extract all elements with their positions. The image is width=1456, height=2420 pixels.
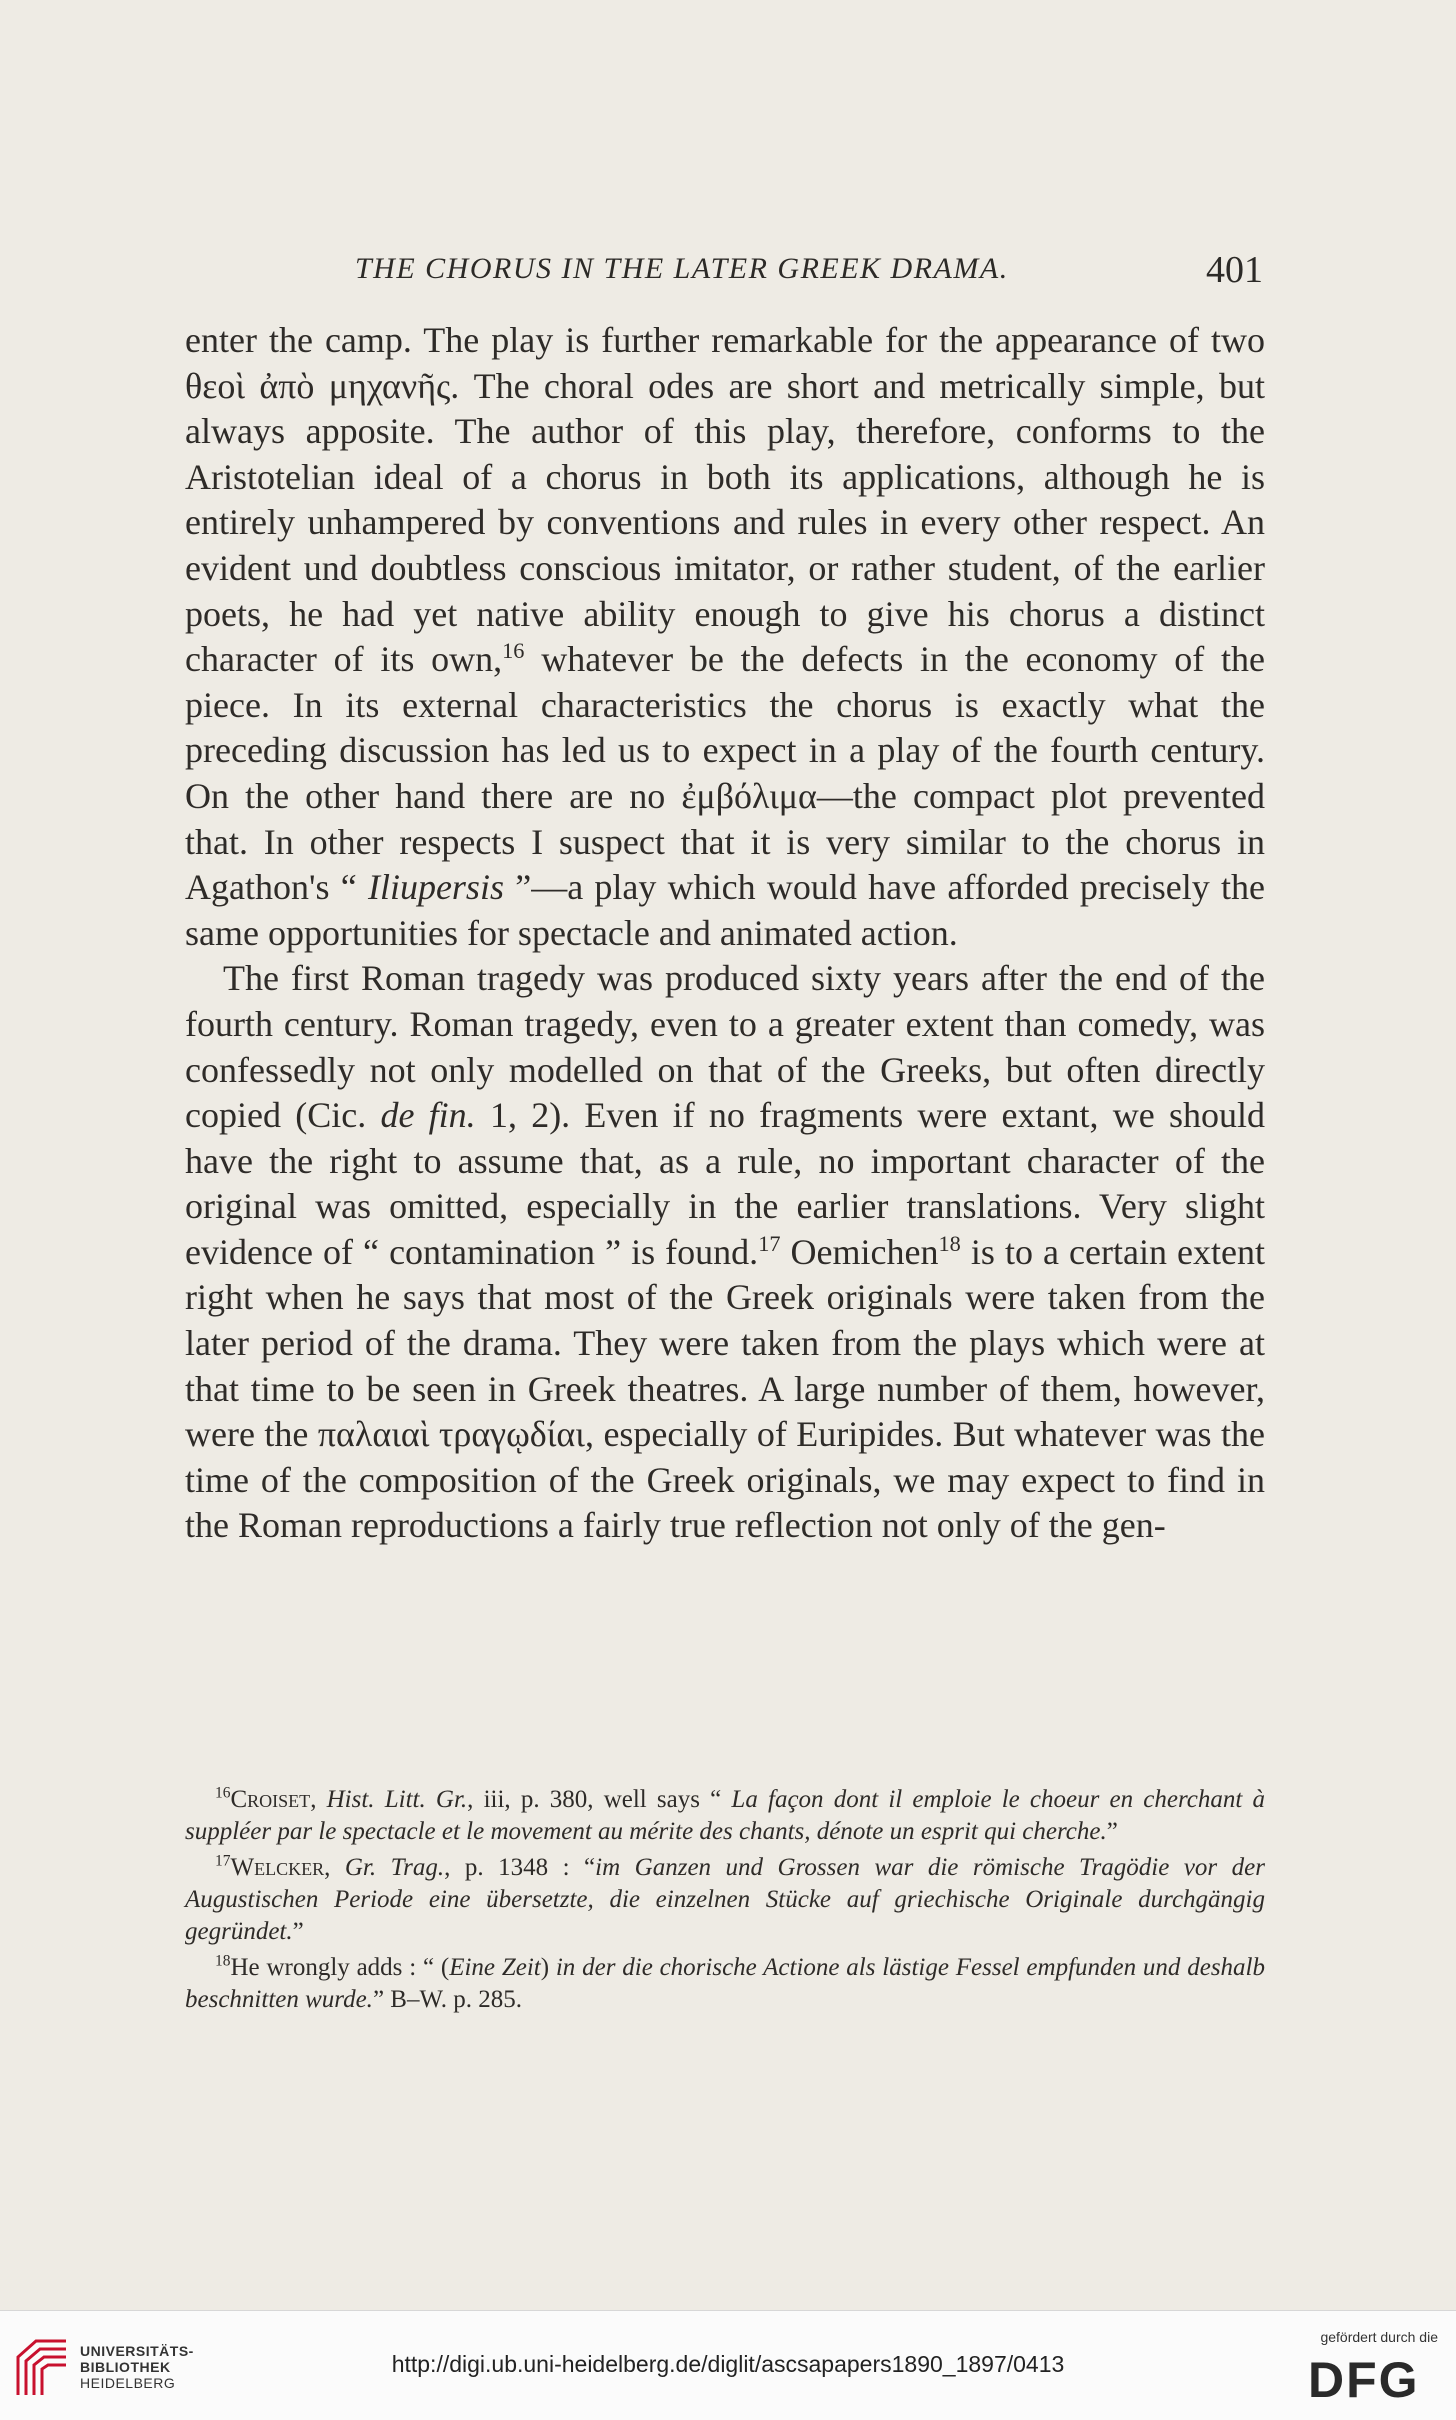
citation-title: de fin. [380,1095,476,1136]
footnote-number: 16 [215,1784,231,1802]
paragraph-2 [185,956,1265,1549]
footnote-text: , iii, p. 380, well says “ [467,1786,732,1813]
footnote-text: He wrongly adds : “ ( [230,1954,450,1981]
footnote-quote: Eine Zeit [449,1954,541,1981]
text-run: is to a certain extent right when he says that most of the Greek originals were taken from the later period of the drama. They were taken from the plays which were at that time to be seen in Greek theatres. A large number of them, however, were the [185,1231,1265,1455]
funded-by-text: gefördert durch die [1320,2329,1438,2345]
footnote-ref-17[interactable]: 17 [758,1230,781,1256]
text-run: whatever be the defects in the economy of the piece. In its external characteristics the chorus is exactly what the preceding discussion has led us to expect in a play of the fourth century. On the other hand there are no [185,639,1265,816]
library-name-line: HEIDELBERG [80,2375,176,2391]
text-run: 1, 2). Even if no fragments were extant, we should have the right to assume that, as a rule, no important character of the original was omitted, especially in the earlier translations. Very slight evidence of “ contamination ” is found. [185,1095,1265,1272]
footnote-author: Welcker [230,1854,325,1881]
footnote-text: ” [1106,1818,1118,1845]
library-name-line: BIBLIOTHEK [80,2359,171,2375]
body-text [185,318,1265,1549]
footnote-quote: im Ganzen und Grossen war die römische Tragödie vor der Augustischen Periode eine übersetzte, die einzelnen Stücke auf griechische Originale durchgängig gegründet. [185,1854,1265,1945]
footnote-text: ” B–W. p. 285. [372,1986,523,2013]
svg-text:DFG: DFG [1308,2352,1420,2403]
greek-phrase: παλαιαὶ τραγῳδίαι [317,1414,585,1455]
greek-phrase: θεοὶ ἀπὸ μηχανῆς [185,365,451,406]
text-run: , especially of Euripides. But whatever was the time of the composition of the Greek originals, we may expect to find in the Roman reproductions a fairly true reflection not only of the gen- [185,1414,1265,1546]
page-header [185,249,1265,292]
footnote-number: 17 [215,1852,231,1870]
footnote-author: Croiset [230,1786,311,1813]
text-run: . The choral odes are short and metrically simple, but always apposite. The author of this play, therefore, conforms to the Aristotelian ideal of a chorus in both its applications, although he is entirely unhampered by conventions and rules in every other respect. An evident und doubtless conscious imitator, or rather student, of the earlier poets, he had yet native ability enough to give his chorus a distinct character of its own, [185,365,1265,680]
running-title: THE CHORUS IN THE LATER GREEK DRAMA. [355,252,1009,285]
work-title: Iliupersis [367,867,504,908]
footnote-ref-16[interactable]: 16 [502,638,525,664]
footnotes [185,1784,1265,2020]
text-run: enter the camp. The play is further remarkable for the appearance of two [185,320,1265,360]
page-number: 401 [1206,249,1263,291]
footnote-number: 18 [215,1952,231,1970]
viewer-footer [0,2310,1456,2420]
footnote-18 [185,1952,1265,2016]
footnote-text: ) [540,1954,556,1981]
footnote-text: , p. 1348 : “ [444,1854,596,1881]
footnote-work: Hist. Litt. Gr. [326,1786,468,1813]
library-name-line: UNIVERSITÄTS- [80,2343,194,2359]
footnote-17: $^{17}$Welcker, Gr. Trag., p. 1348 : “im Ganzen und Grossen war die römische Tragödie vor der Augustischen Periode eine übersetzte, die einzelnen Stücke auf griechische Originale durchgängig gegründet.” [185,1852,1265,1945]
dfg-logo-icon[interactable] [1308,2351,1440,2403]
text-run: —the compact plot prevented that. In other respects I suspect that it is very similar to the chorus in Agathon's “ [185,775,1265,908]
footnote-16: $^{16}$Croiset, Hist. Litt. Gr., iii, p. 380, well says “ La façon dont il emploie le choeur en cherchant à suppléer par le spectacle et le movement au mérite des chants, dénote un esprit qui cherche.” [185,1784,1266,1845]
paragraph-1 [185,318,1265,956]
permalink [0,2351,1456,2378]
text-run: Oemichen [780,1231,939,1272]
footnote-ref-18[interactable]: 18 [938,1230,961,1256]
permalink-link[interactable]: http://digi.ub.uni-heidelberg.de/diglit/ascsapapers1890_1897/0413 [391,2351,1065,2377]
text-run: The first Roman tragedy was produced sixty years after the end of the fourth century. Roman tragedy, even to a greater extent than comedy, was confessedly not only modelled on that of the Greeks, but often directly copied (Cic. [185,958,1265,1136]
footnote-work: Gr. Trag. [344,1854,445,1881]
footnote-text: ” [292,1918,304,1945]
footnote-quote: La façon dont il emploie le choeur en cherchant à suppléer par le spectacle et le movement au mérite des chants, dénote un esprit qui cherche. [185,1786,1266,1845]
footnote-quote: in der die chorische Actione als lästige Fessel empfunden und deshalb beschnitten wurde. [185,1954,1265,2013]
text-run: ”—a play which would have afforded precisely the same opportunities for spectacle and animated action. [185,867,1266,953]
greek-phrase: ἐμβόλιμα [681,775,817,816]
